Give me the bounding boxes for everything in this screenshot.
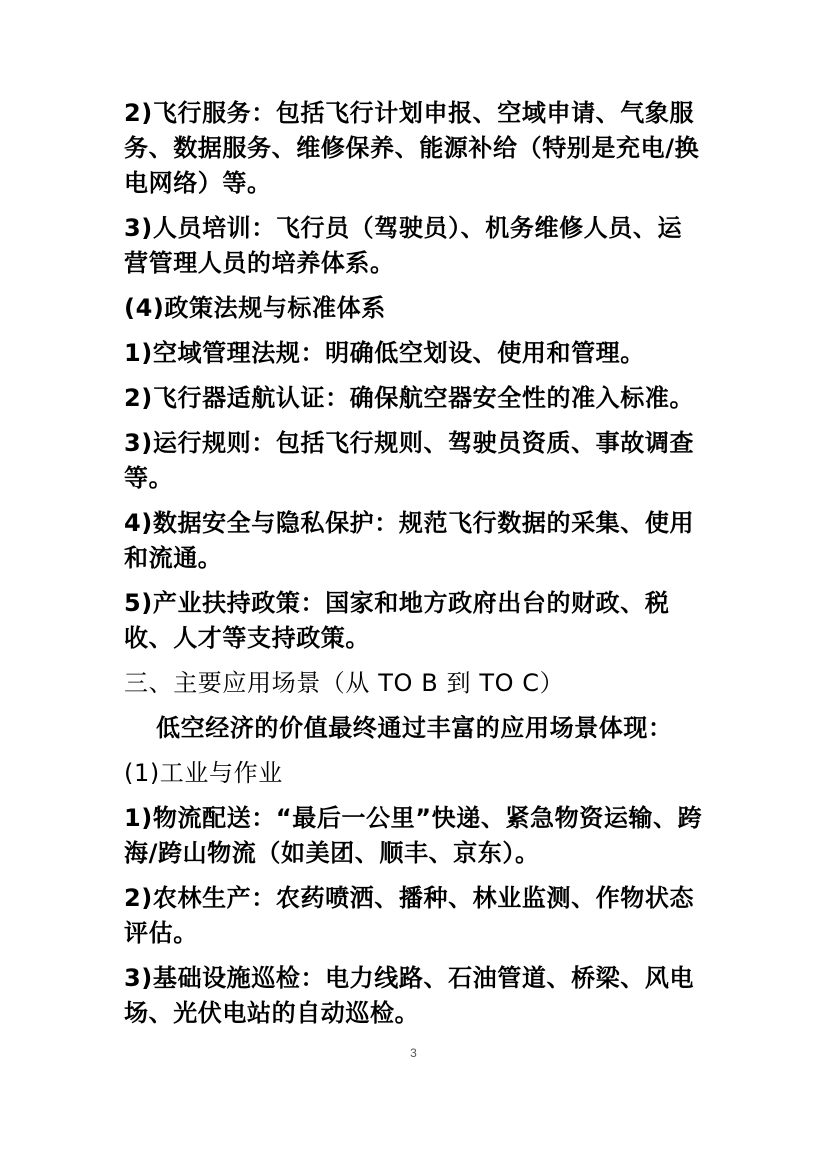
- paragraph-airspace-regulations: 1)空域管理法规：明确低空划设、使用和管理。: [124, 339, 645, 367]
- paragraph-infrastructure-inspection: 3)基础设施巡检：电力线路、石油管道、桥梁、风电场、光伏电站的自动巡检。: [124, 964, 695, 1027]
- paragraph-industry-policy: 5)产业扶持政策：国家和地方政府出台的财政、税收、人才等支持政策。: [124, 589, 670, 652]
- paragraph-agriculture: 2)农林生产：农药喷洒、播种、林业监测、作物状态评估。: [124, 884, 695, 947]
- paragraph-airworthiness: 2)飞行器适航认证：确保航空器安全性的准入标准。: [124, 384, 695, 412]
- paragraph-personnel-training: 3)人员培训：飞行员（驾驶员）、机务维修人员、运营管理人员的培养体系。: [124, 214, 683, 277]
- paragraph-data-security: 4)数据安全与隐私保护：规范飞行数据的采集、使用和流通。: [124, 509, 695, 572]
- paragraph-operating-rules: 3)运行规则：包括飞行规则、驾驶员资质、事故调查等。: [124, 429, 695, 492]
- page-number: 3: [410, 1046, 417, 1060]
- section-heading-applications: 三、主要应用场景（从 TO B 到 TO C）: [124, 669, 565, 697]
- paragraph-flight-services: 2)飞行服务：包括飞行计划申报、空域申请、气象服务、数据服务、维修保养、能源补给（特别是充电/换电网络）等。: [124, 99, 700, 197]
- heading-industry-operations: (1)工业与作业: [124, 759, 283, 787]
- paragraph-applications-intro: 低空经济的价值最终通过丰富的应用场景体现：: [156, 714, 673, 742]
- document-page: [124, 96, 704, 1041]
- paragraph-logistics: 1)物流配送：“最后一公里”快递、紧急物资运输、跨海/跨山物流（如美团、顺丰、京东）。: [124, 804, 703, 867]
- heading-policy-regulations: (4)政策法规与标准体系: [124, 294, 386, 322]
